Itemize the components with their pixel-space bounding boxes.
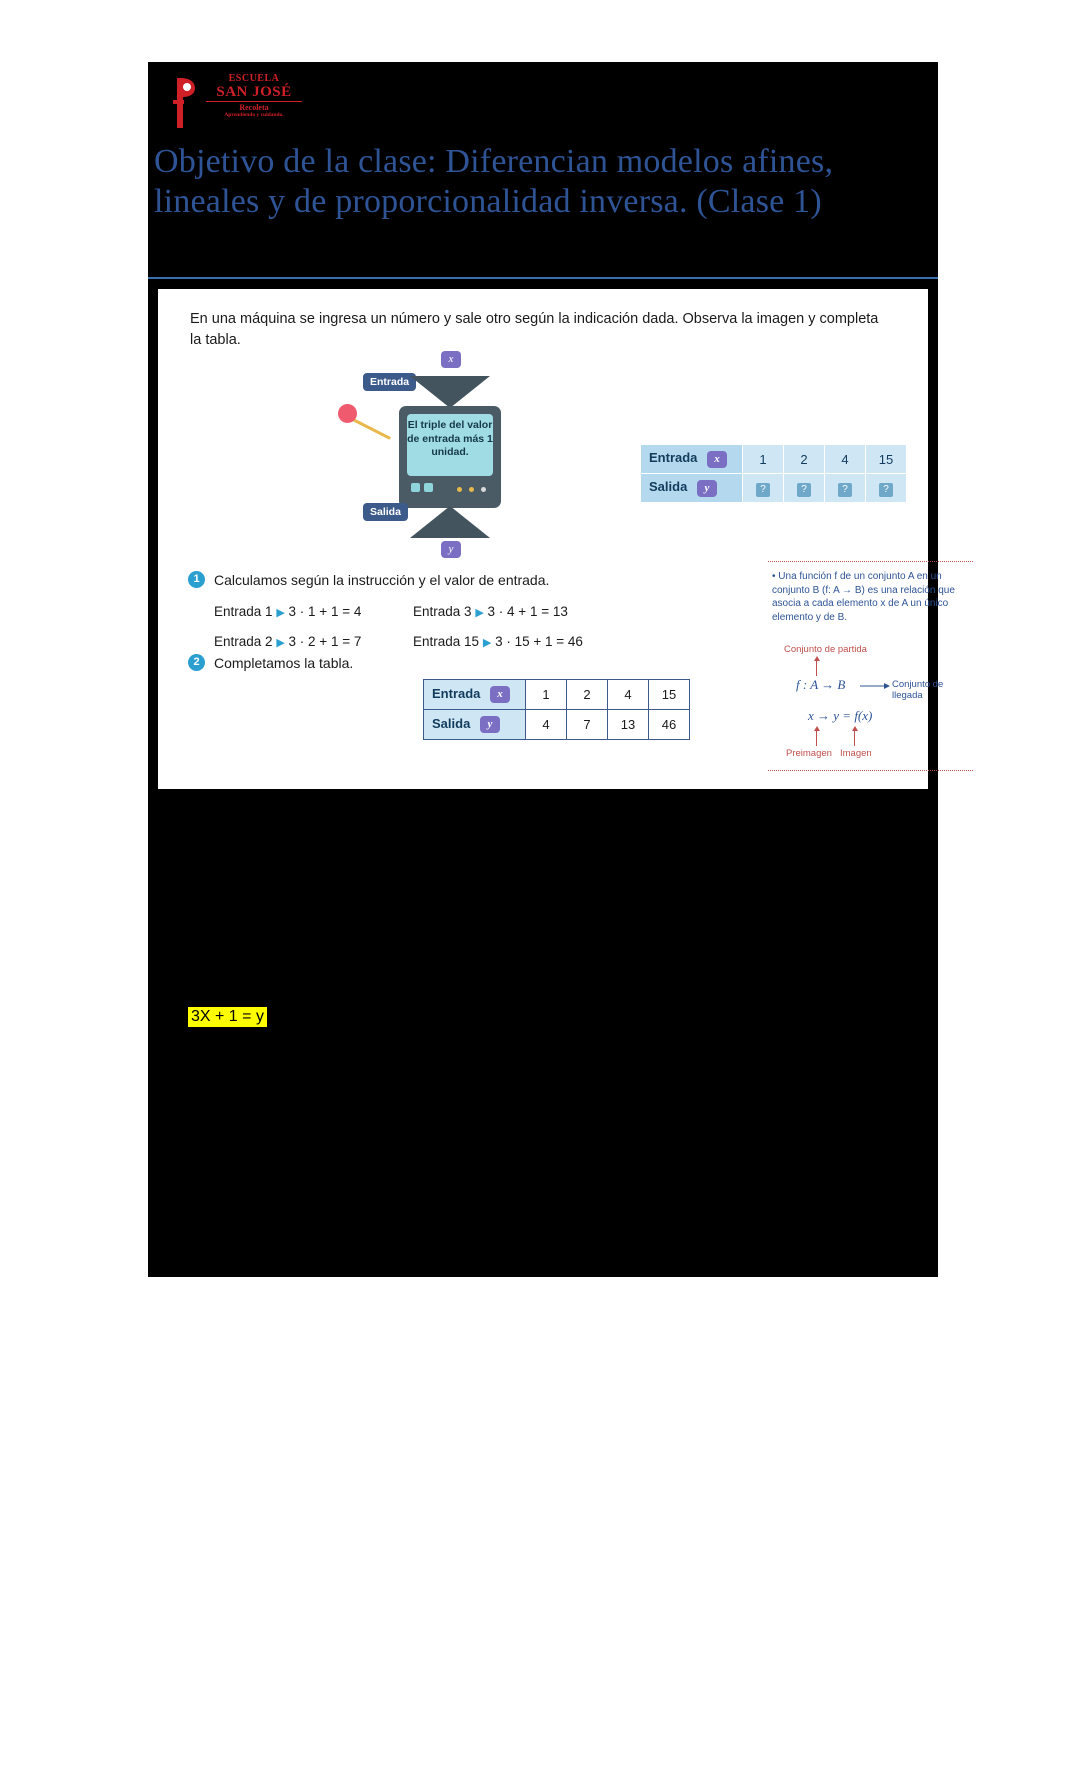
answer-output-0: 4 (526, 710, 567, 740)
question-mark-icon: ? (756, 483, 770, 497)
step-2-text: Completamos la tabla. (214, 655, 354, 671)
machine-illustration (363, 351, 538, 561)
question-table-row-label-entrada (641, 445, 743, 474)
machine-led-yellow (457, 487, 462, 492)
worksheet-intro: En una máquina se ingresa un número y sale otro según la indicación dada. Observa la imagen y completa la tabla. (190, 311, 879, 349)
answer-input-3: 15 (649, 680, 690, 710)
answer-table-row-label-entrada (424, 680, 526, 710)
row-chip-x: x (707, 451, 727, 468)
school-crest-icon (168, 76, 202, 130)
note-label-preimagen: Preimagen (786, 748, 832, 759)
machine-switch-1 (411, 483, 420, 492)
calculation-3 (413, 634, 583, 649)
calculation-1-label: Entrada 3 (413, 604, 472, 619)
question-output-0 (743, 474, 784, 503)
machine-lever-arm (350, 417, 391, 440)
row-label-text: Entrada (649, 450, 698, 466)
calculation-1 (413, 604, 568, 619)
note-arrow-start-icon (816, 660, 817, 676)
answer-input-0: 1 (526, 680, 567, 710)
definition-note-body: • Una función f de un conjunto A en un conjunto B (f: A → B) es una relación que asocia a cada elemento x de A un único elemento y de B. (772, 571, 955, 623)
question-input-0: 1 (743, 445, 784, 474)
calculation-3-expr: 3 · 15 + 1 = 46 (495, 634, 583, 649)
note-formula-2: x → y = f(x) (808, 708, 873, 723)
question-input-3: 15 (866, 445, 907, 474)
row-chip-x: x (490, 686, 510, 703)
machine-lever-knob (338, 404, 357, 423)
row-label-text: Salida (432, 715, 471, 731)
machine-funnel-top (410, 376, 490, 408)
note-formula-1: f : A → B (796, 677, 846, 692)
answer-table-row-label-salida (424, 710, 526, 740)
answer-output-2: 13 (608, 710, 649, 740)
arrow-icon: ▶ (276, 637, 285, 649)
step-1-text: Calculamos según la instrucción y el valor de entrada. (214, 572, 550, 588)
calculation-2 (214, 634, 361, 649)
row-chip-y: y (480, 716, 500, 733)
machine-output-tag: Salida (363, 503, 408, 521)
note-label-conjunto-partida: Conjunto de partida (784, 644, 867, 655)
question-mark-icon: ? (797, 483, 811, 497)
calculation-0 (214, 604, 361, 619)
table-row (424, 680, 690, 710)
answer-output-3: 46 (649, 710, 690, 740)
machine-output-chip: y (441, 541, 461, 558)
question-output-1 (784, 474, 825, 503)
highlighted-formula: 3X + 1 = y (188, 1007, 267, 1027)
logo-line-3: Recoleta (239, 103, 269, 113)
calculation-1-expr: 3 · 4 + 1 = 13 (487, 604, 568, 619)
table-row (424, 710, 690, 740)
machine-switch-2 (424, 483, 433, 492)
question-output-2 (825, 474, 866, 503)
calculation-2-expr: 3 · 2 + 1 = 7 (288, 634, 362, 649)
logo-line-4: Aprendiendo y cuidando. (224, 111, 284, 118)
row-chip-y: y (697, 480, 717, 497)
calculation-2-label: Entrada 2 (214, 634, 273, 649)
table-row (641, 445, 907, 474)
table-row (641, 474, 907, 503)
note-arrow-image-icon (854, 730, 855, 746)
note-label-conjunto-llegada: Conjunto de llegada (892, 679, 944, 701)
arrow-icon: ▶ (482, 637, 492, 649)
machine-funnel-bottom (410, 506, 490, 538)
calculation-0-expr: 3 · 1 + 1 = 4 (288, 604, 362, 619)
title-divider (148, 277, 938, 279)
step-2-number: 2 (188, 654, 205, 671)
machine-led-grey (481, 487, 486, 492)
calculation-0-label: Entrada 1 (214, 604, 273, 619)
logo-line-2: SAN JOSÉ (206, 85, 302, 103)
calculation-3-label: Entrada 15 (413, 634, 480, 649)
answer-input-1: 2 (567, 680, 608, 710)
arrow-icon: ▶ (475, 607, 484, 619)
answer-table (423, 679, 690, 740)
machine-input-tag: Entrada (363, 373, 416, 391)
question-input-1: 2 (784, 445, 825, 474)
note-arrow-preimage-icon (816, 730, 817, 746)
school-logo (162, 72, 302, 134)
machine-led-amber (469, 487, 474, 492)
question-mark-icon: ? (879, 483, 893, 497)
note-arrow-right-icon (860, 682, 890, 690)
question-table (640, 444, 907, 503)
question-mark-icon: ? (838, 483, 852, 497)
answer-output-1: 7 (567, 710, 608, 740)
note-label-imagen: Imagen (840, 748, 872, 759)
question-output-3 (866, 474, 907, 503)
definition-note (768, 561, 973, 771)
arrow-icon: ▶ (276, 607, 285, 619)
question-table-row-label-salida (641, 474, 743, 503)
row-label-text: Salida (649, 479, 688, 495)
row-label-text: Entrada (432, 685, 481, 701)
answer-input-2: 4 (608, 680, 649, 710)
step-1-number: 1 (188, 571, 205, 588)
page-title: Objetivo de la clase: Diferencian modelos afines, lineales y de proporcionalidad inversa. (Clase 1) (154, 143, 834, 220)
logo-line-1: ESCUELA (228, 73, 280, 84)
worksheet-card (158, 289, 955, 789)
machine-screen-text: El triple del valor de entrada más 1 unidad. (407, 414, 493, 476)
machine-input-chip: x (441, 351, 461, 368)
slide-canvas (148, 62, 955, 1277)
question-input-2: 4 (825, 445, 866, 474)
